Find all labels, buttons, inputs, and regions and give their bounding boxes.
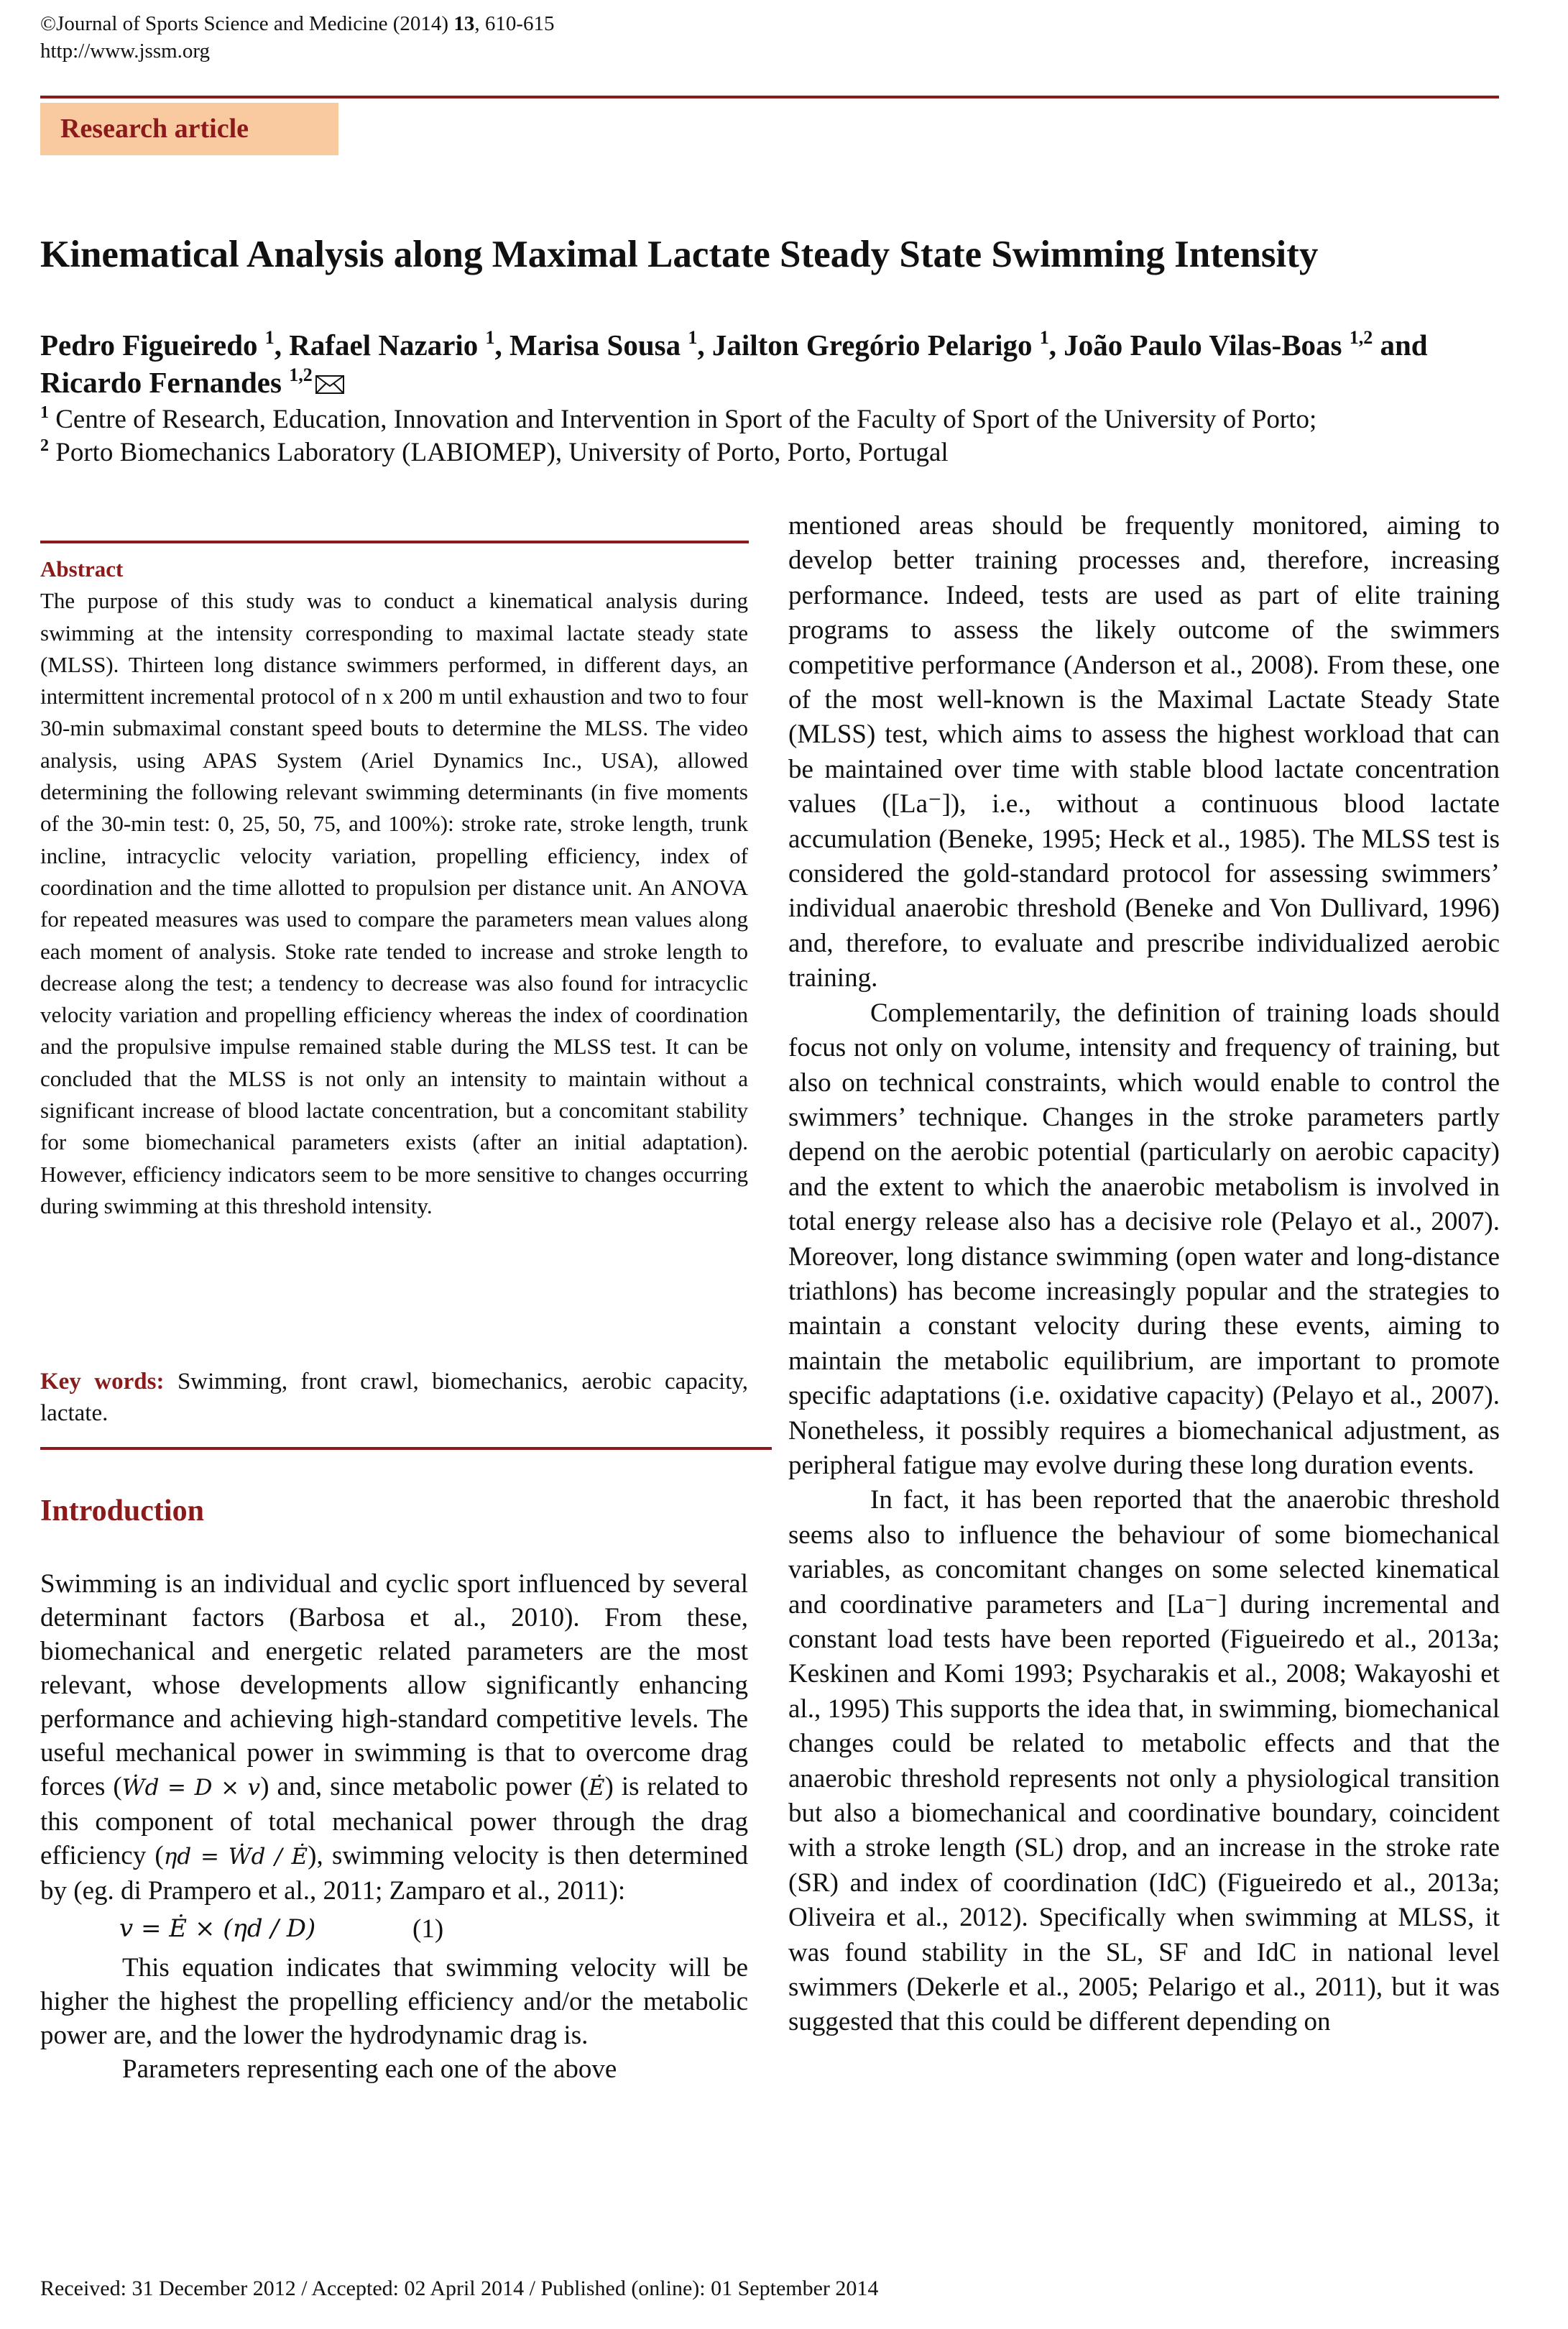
intro-text: ), swimming velocity is then determined by (eg. di Prampero et al., 2011; Zamparo et al., 2011): bbox=[40, 1841, 748, 1906]
math-metabolic-power: Ė bbox=[588, 1775, 605, 1801]
keywords-text: Swimming, front crawl, biomechanics, aerobic capacity, lactate. bbox=[40, 1369, 748, 1426]
author-affil-marker: 1 bbox=[1039, 327, 1049, 348]
affiliation-text: Porto Biomechanics Laboratory (LABIOMEP), University of Porto, Porto, Portugal bbox=[49, 438, 949, 467]
abstract bbox=[40, 553, 748, 1222]
intro-paragraph-3: Parameters representing each one of the above bbox=[122, 2054, 617, 2084]
intro-text: Swimming is an individual and cyclic sport influenced by several determinant factors (Barbosa et al., 2010). From these, biomechanical and energetic related parameters are the most relevant, whose developments allow significantly enhancing performance and achieving high-standard competitive levels. The useful mechanical power in swimming is that to overcome drag forces ( bbox=[40, 1569, 748, 1801]
author-affil-marker: 1,2 bbox=[1349, 327, 1373, 348]
abstract-top-rule bbox=[40, 541, 749, 543]
author-name: , Marisa Sousa bbox=[494, 329, 688, 362]
math-drag-efficiency: ηd = Ẇd / Ė bbox=[163, 1844, 308, 1870]
abstract-bottom-rule bbox=[40, 1447, 772, 1450]
right-paragraph-3: In fact, it has been reported that the anaerobic threshold seems also to influence the behaviour of some biomechanical variables, as concomitant changes on some selected kinematical and coordinative parameters and [La⁻] during incremental and constant load tests have been reported (Figueiredo et al., 2013a; Keskinen and Komi 1993; Psycharakis et al., 2008; Wakayoshi et al., 1995) This supports the idea that, in swimming, biomechanical changes could be related to metabolic effects and that the anaerobic threshold represents not only a physiological transition but also a biomechanical and coordinative boundary, coincident with a stroke length (SL) drop, and an increase in the stroke rate (SR) and index of coordination (IdC) (Figueiredo et al., 2013a; Oliveira et al., 2012). Specifically when swimming at MLSS, it was found stability in the SL, SF and IdC in national level swimmers (Dekerle et al., 2005; Pelarigo et al., 2011), but it was suggested that this could be different depending on bbox=[788, 1485, 1500, 2037]
journal-citation bbox=[40, 10, 555, 37]
journal-name: ©Journal of Sports Science and Medicine (2014) bbox=[40, 12, 454, 35]
article-type-label: Research article bbox=[60, 114, 249, 144]
intro-text: ) and, since metabolic power ( bbox=[260, 1772, 589, 1801]
affiliation-number: 2 bbox=[40, 436, 49, 455]
equation-number: (1) bbox=[412, 1914, 444, 1944]
keywords-label: Key words: bbox=[40, 1369, 165, 1395]
keywords bbox=[40, 1366, 748, 1429]
intro-text: ) is related to this component of total mechanical power through the drag efficiency ( bbox=[40, 1772, 748, 1870]
right-paragraph-2: Complementarily, the definition of training loads should focus not only on volume, intensity and frequency of training, but also on technical constraints, which would enable to control the swimmers’ technique. Changes in the stroke parameters partly depend on the aerobic potential (particularly on aerobic capacity) and the extent to which the anaerobic metabolism is involved in total energy release also has a decisive role (Pelayo et al., 2007). Moreover, long distance swimming (open water and long-distance triathlons) has become increasingly popular and the strategies to maintain a constant velocity during these events, aiming to maintain the metabolic equilibrium, are important to promote specific adaptations (i.e. oxidative capacity) (Pelayo et al., 2007). Nonetheless, it possibly requires a biomechanical adjustment, as peripheral fatigue may evolve during these long duration events. bbox=[788, 998, 1500, 1480]
journal-header bbox=[40, 10, 555, 65]
equation-1 bbox=[40, 1908, 748, 1951]
header-rule bbox=[40, 96, 1499, 98]
intro-paragraph-2: This equation indicates that swimming velocity will be higher the highest the propelling efficiency and/or the metabolic power are, and the lower the hydrodynamic drag is. bbox=[40, 1953, 748, 2050]
author-list bbox=[40, 326, 1499, 401]
author-affil-marker: 1,2 bbox=[289, 364, 313, 385]
author-affil-marker: 1 bbox=[264, 327, 275, 348]
math-drag-power: Ẇd = D × v bbox=[121, 1775, 261, 1801]
right-paragraph-1: mentioned areas should be frequently monitored, aiming to develop better training processes and, therefore, increasing performance. Indeed, tests are used as part of elite training programs to assess the likely outcome of the swimmers competitive performance (Anderson et al., 2008). From these, one of the most well-known is the Maximal Lactate Steady State (MLSS) test, which aims to assess the highest workload that can be maintained over time with stable blood lactate concentration values ([La⁻]), i.e., without a continuous blood lactate accumulation (Beneke, 1995; Heck et al., 1985). The MLSS test is considered the gold-standard protocol for assessing swimmers’ individual anaerobic threshold (Beneke and Von Dullivard, 1996) and, therefore, to evaluate and prescribe individualized aerobic training. bbox=[788, 511, 1500, 993]
introduction-left-column bbox=[40, 1567, 748, 2086]
article-title: Kinematical Analysis along Maximal Lactate Steady State Swimming Intensity bbox=[40, 234, 1319, 275]
author-affil-marker: 1 bbox=[688, 327, 698, 348]
journal-volume: 13 bbox=[453, 12, 475, 35]
journal-pages: , 610-615 bbox=[474, 12, 555, 35]
intro-paragraph-1 bbox=[40, 1567, 748, 1908]
affiliation-text: Centre of Research, Education, Innovation and Intervention in Sport of the Faculty of Sport of the University of Porto; bbox=[49, 405, 1317, 434]
author-name: and Ricardo Fernandes bbox=[40, 329, 1428, 399]
abstract-text: The purpose of this study was to conduct a kinematical analysis during swimming at the intensity corresponding to maximal lactate steady state (MLSS). Thirteen long distance swimmers performed, in different days, an intermittent incremental protocol of n x 200 m until exhaustion and two to four 30-min submaximal constant speed bouts to determine the MLSS. The video analysis, using APAS System (Ariel Dynamics Inc., USA), allowed determining the following relevant swimming determinants (in five moments of the 30-min test: 0, 25, 50, 75, and 100%): stroke rate, stroke length, trunk incline, intracyclic velocity variation, propelling efficiency, index of coordination and the time allotted to propulsion per distance unit. An ANOVA for repeated measures was used to compare the parameters mean values along each moment of analysis. Stoke rate tended to increase and stroke length to decrease along the test; a tendency to decrease was also found for intracyclic velocity variation and propelling efficiency whereas the index of coordination and the propulsive impulse remained stable during the MLSS test. It can be concluded that the MLSS is not only an intensity to maintain without a significant increase of blood lactate concentration, but a concomitant stability for some biomechanical parameters exists (after an initial adaptation). However, efficiency indicators seem to be more sensitive to changes occurring during swimming at this threshold intensity. bbox=[40, 588, 748, 1218]
journal-url[interactable]: http://www.jssm.org bbox=[40, 40, 211, 63]
publication-dates: Received: 31 December 2012 / Accepted: 02 April 2014 / Published (online): 01 September 2014 bbox=[40, 2277, 879, 2300]
equation-formula: v = Ė × (ηd / D) bbox=[119, 1914, 316, 1943]
affiliation-2 bbox=[40, 436, 1535, 469]
affiliation-number: 1 bbox=[40, 403, 49, 422]
author-name: , Jailton Gregório Pelarigo bbox=[697, 329, 1040, 362]
author-affil-marker: 1 bbox=[485, 327, 495, 348]
right-column bbox=[788, 509, 1500, 2040]
abstract-heading: Abstract bbox=[40, 556, 124, 582]
affiliation-1 bbox=[40, 403, 1535, 436]
article-type-badge bbox=[40, 103, 338, 155]
author-name: , João Paulo Vilas-Boas bbox=[1048, 329, 1350, 362]
author-name: , Rafael Nazario bbox=[274, 329, 486, 362]
introduction-heading: Introduction bbox=[40, 1494, 204, 1528]
author-name: Pedro Figueiredo bbox=[40, 329, 265, 362]
envelope-icon[interactable] bbox=[315, 375, 344, 394]
